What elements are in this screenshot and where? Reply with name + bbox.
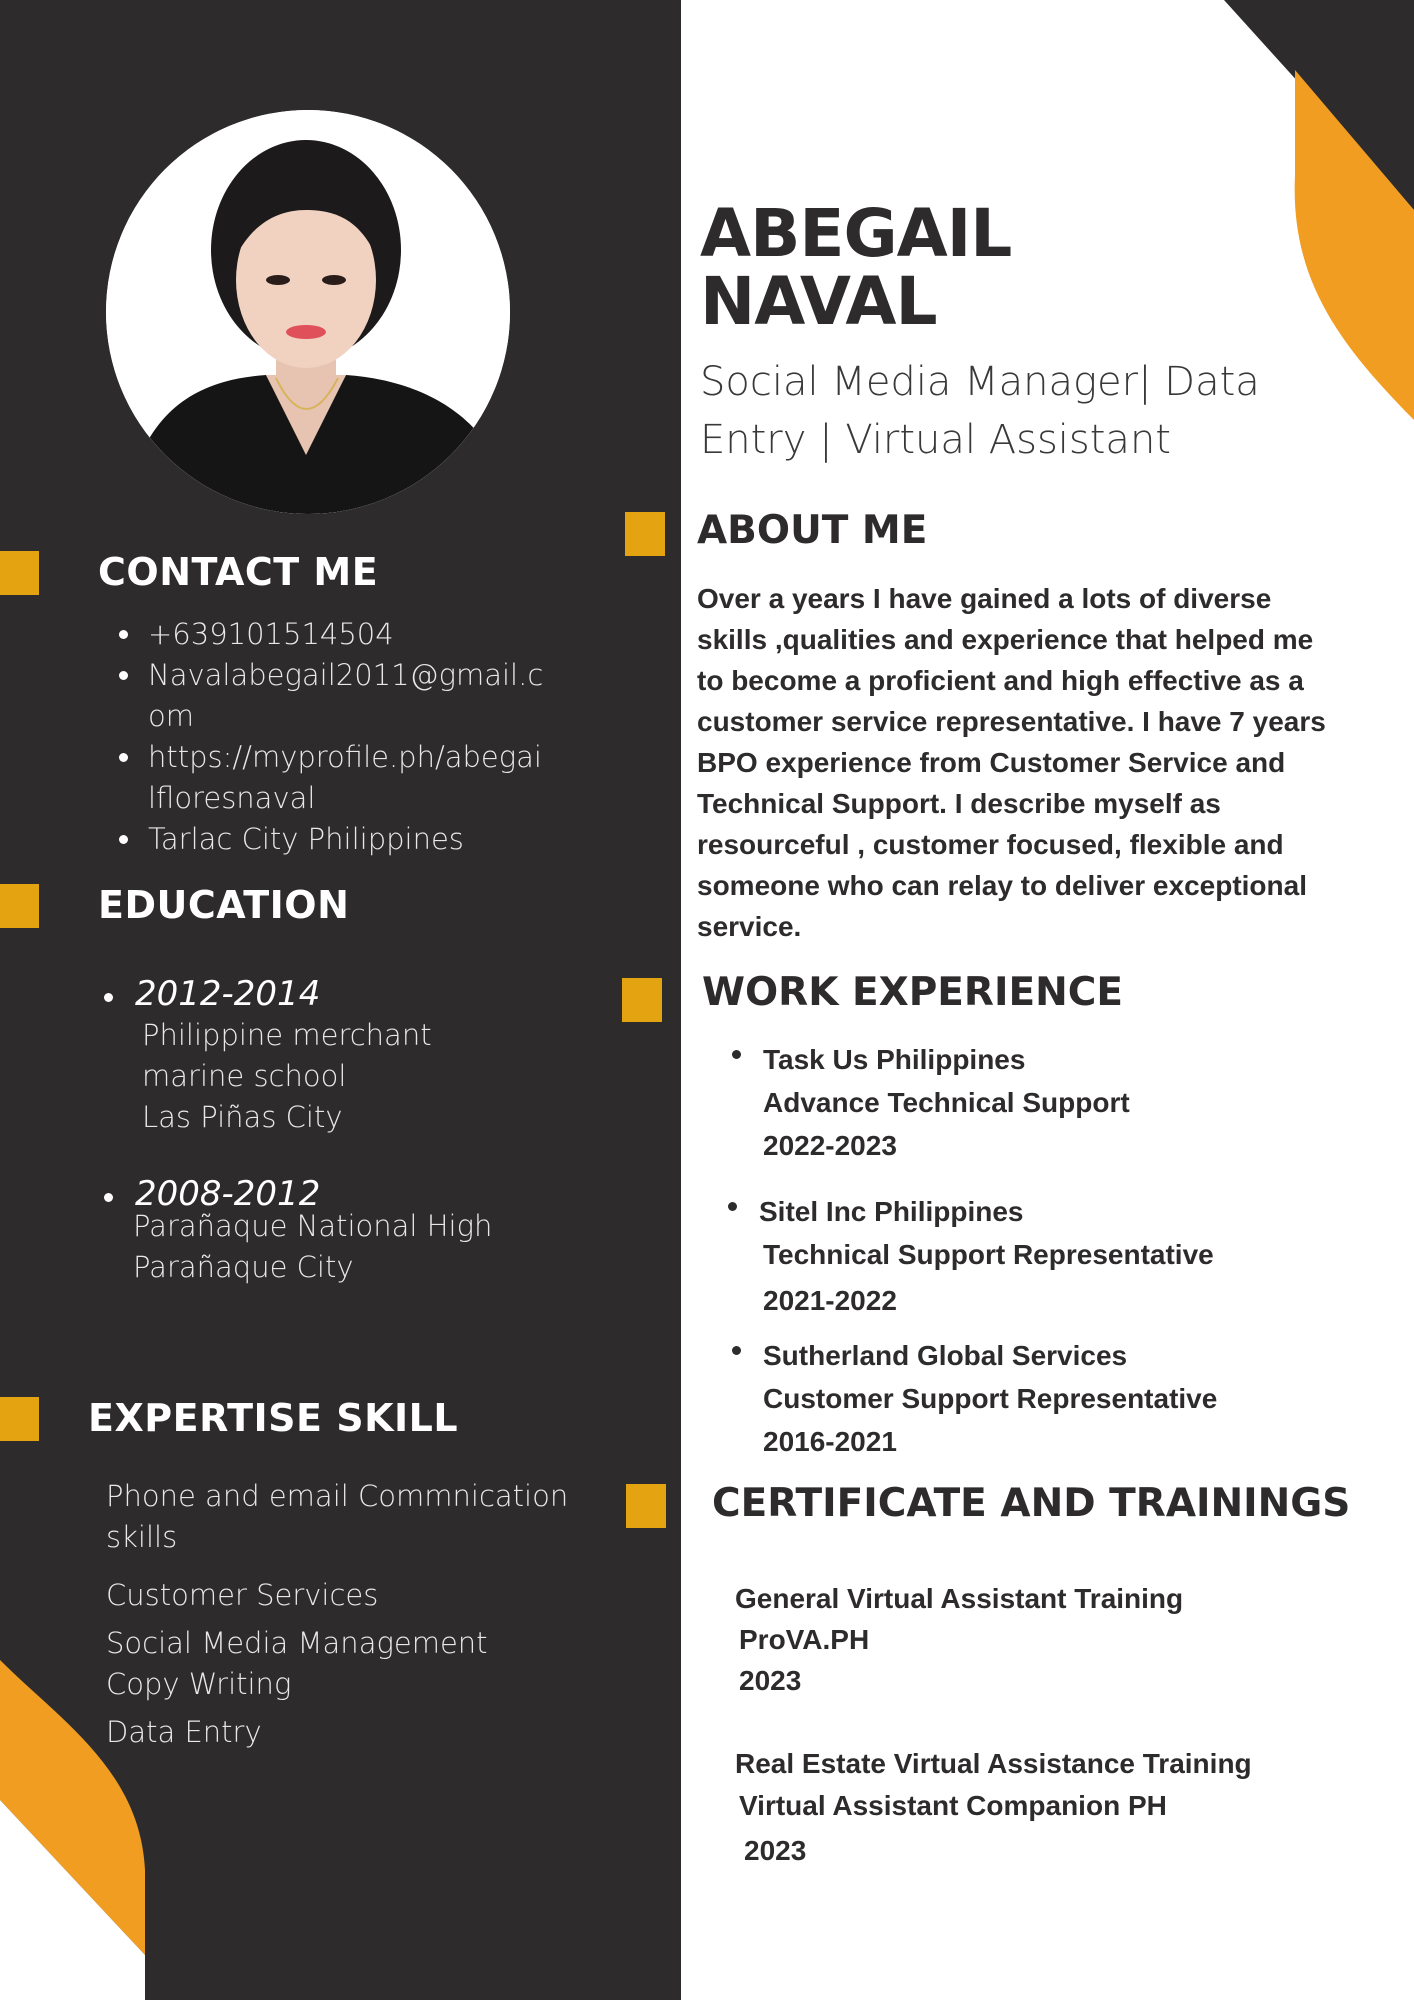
profile-photo	[106, 110, 510, 514]
about-line: Technical Support. I describe myself as	[697, 788, 1221, 819]
contact-phone: +639101514504	[148, 614, 588, 655]
bullet-dot	[104, 1193, 113, 1202]
contact-profile-link[interactable]	[148, 737, 588, 819]
certificate-item	[735, 1743, 1385, 1872]
work-company: Sutherland Global Services	[763, 1340, 1128, 1371]
skill-item: skills	[106, 1520, 178, 1554]
certificate-provider: ProVA.PH	[739, 1624, 870, 1655]
contact-heading: CONTACT ME	[98, 550, 379, 594]
about-line: Over a years I have gained a lots of diverse	[697, 583, 1272, 614]
skill-item: Copy Writing	[106, 1667, 292, 1701]
certificates-heading: CERTIFICATE AND TRAININGS	[712, 1481, 1351, 1526]
certificate-name: Real Estate Virtual Assistance Training	[735, 1748, 1252, 1779]
skill-item: Social Media Management	[106, 1626, 488, 1660]
skills-marker	[0, 1397, 39, 1441]
education-heading: EDUCATION	[98, 883, 350, 927]
job-title-line1: Social Media Manager| Data	[700, 359, 1260, 405]
education-years: 2008-2012	[135, 1174, 321, 1214]
about-line: to become a proficient and high effective as a	[697, 665, 1304, 696]
work-item	[763, 1038, 1363, 1167]
education-entry-2	[135, 1173, 615, 1288]
work-years: 2021-2022	[763, 1285, 897, 1316]
about-line: BPO experience from Customer Service and	[697, 747, 1286, 778]
profile-photo-image	[106, 110, 510, 514]
about-marker	[625, 512, 665, 556]
work-role: Advance Technical Support	[763, 1087, 1130, 1118]
job-title	[700, 353, 1260, 469]
bullet-dot	[732, 1050, 741, 1059]
contact-profile-line2: lfloresnaval	[148, 781, 316, 815]
work-company: Sitel Inc Philippines	[759, 1196, 1024, 1227]
skill-item: Phone and email Commnication	[106, 1479, 569, 1513]
about-line: customer service representative. I have 7 years	[697, 706, 1326, 737]
skill-item: Data Entry	[106, 1715, 262, 1749]
education-marker	[0, 884, 39, 928]
certificate-item	[735, 1578, 1385, 1701]
contact-list	[148, 614, 588, 860]
job-title-line2: Entry | Virtual Assistant	[700, 417, 1171, 463]
certificate-year: 2023	[739, 1665, 802, 1696]
work-heading: WORK EXPERIENCE	[702, 970, 1124, 1015]
work-list	[763, 1038, 1363, 1167]
about-line: service.	[697, 911, 802, 942]
about-line: skills ,qualities and experience that helped me	[697, 624, 1314, 655]
skill-item: Customer Services	[106, 1578, 379, 1612]
contact-location: Tarlac City Philippines	[148, 819, 588, 860]
education-school-line: marine school	[142, 1059, 347, 1093]
certificates-marker	[626, 1484, 666, 1528]
certificate-provider: Virtual Assistant Companion PH	[739, 1790, 1167, 1821]
about-line: resourceful , customer focused, flexible and	[697, 829, 1284, 860]
first-name: ABEGAIL	[700, 195, 1012, 272]
about-text	[697, 578, 1387, 947]
about-heading: ABOUT ME	[697, 508, 928, 553]
name-heading	[700, 195, 1012, 340]
work-company: Task Us Philippines	[763, 1044, 1026, 1075]
work-list	[763, 1334, 1363, 1463]
work-role: Technical Support Representative	[763, 1239, 1214, 1270]
education-entry-1	[135, 973, 615, 1138]
contact-email-line2: om	[148, 699, 194, 733]
education-school-line: Philippine merchant	[142, 1018, 432, 1052]
contact-email[interactable]	[148, 655, 588, 737]
education-location: Parañaque City	[133, 1250, 354, 1284]
bullet-dot	[104, 993, 113, 1002]
work-item	[763, 1334, 1363, 1463]
contact-profile-line1: https://myprofile.ph/abegai	[148, 740, 542, 774]
work-list	[759, 1190, 1359, 1322]
skills-list	[106, 1476, 606, 1753]
about-line: someone who can relay to deliver exceptional	[697, 870, 1307, 901]
education-years: 2012-2014	[135, 974, 321, 1014]
contact-marker	[0, 551, 39, 595]
certificate-name: General Virtual Assistant Training	[735, 1583, 1184, 1614]
certificate-year: 2023	[744, 1835, 807, 1866]
work-role: Customer Support Representative	[763, 1383, 1218, 1414]
education-school-line: Parañaque National High	[133, 1209, 493, 1243]
work-marker	[622, 978, 662, 1022]
education-location: Las Piñas City	[142, 1100, 343, 1134]
last-name: NAVAL	[700, 263, 937, 340]
bullet-dot	[732, 1346, 741, 1355]
work-item	[759, 1190, 1359, 1322]
contact-email-line1: Navalabegail2011@gmail.c	[148, 658, 544, 692]
work-years: 2016-2021	[763, 1426, 897, 1457]
skills-heading: EXPERTISE SKILL	[88, 1396, 459, 1440]
work-years: 2022-2023	[763, 1130, 897, 1161]
bullet-dot	[728, 1202, 737, 1211]
